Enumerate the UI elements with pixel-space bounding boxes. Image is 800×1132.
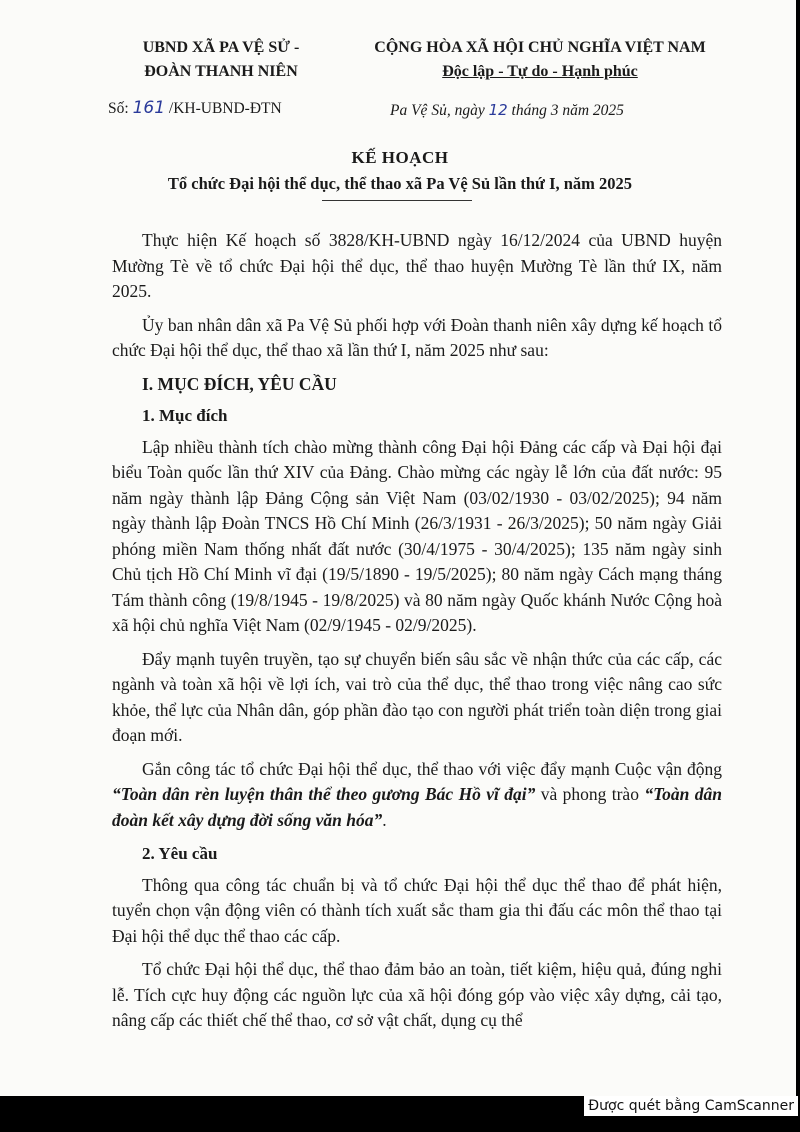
- issuing-agency: [96, 36, 346, 84]
- document-subtitle: Tổ chức Đại hội thể dục, thể thao xã Pa Vệ Sủ lần thứ I, năm 2025: [167, 174, 633, 193]
- date-day-handwritten: 12: [488, 101, 508, 119]
- national-motto: [340, 36, 740, 84]
- paragraph-6: Thông qua công tác chuẩn bị và tổ chức Đại hội thể dục thể thao để phát hiện, tuyển chọn vận động viên có thành tích xuất sắc tham gia thi đấu các môn thể thao tại Đại hội thể dục thể thao các cấp.: [112, 874, 722, 946]
- paragraph-7: Tổ chức Đại hội thể dục, thể thao đảm bảo an toàn, tiết kiệm, hiệu quả, đúng nghi lễ. Tích cực huy động các nguồn lực của xã hội đóng góp vào việc xây dựng, cải tạo, nâng cấp các thiết chế thể thao, cơ sở vật chất, dụng cụ thể: [112, 959, 722, 1030]
- paragraph-1: Thực hiện Kế hoạch số 3828/KH-UBND ngày 16/12/2024 của UBND huyện Mường Tè về tổ chức Đại hội thể dục, thể thao huyện Mường Tè lần thứ IX, năm 2025.: [112, 230, 722, 301]
- p5-text-c: và phong trào: [535, 784, 645, 804]
- date-rest: tháng 3 năm 2025: [507, 102, 624, 119]
- document-date: [390, 101, 624, 120]
- doc-number-handwritten: 161: [132, 98, 166, 118]
- agency-line-1: UBND XÃ PA VỆ SỬ -: [142, 39, 300, 56]
- camscanner-watermark: Được quét bằng CamScanner: [584, 1096, 798, 1116]
- section-heading-1: I. MỤC ĐÍCH, YÊU CẦU: [142, 373, 337, 394]
- paragraph-2: Ủy ban nhân dân xã Pa Vệ Sủ phối hợp với Đoàn thanh niên xây dựng kế hoạch tổ chức Đại hội thể dục, thể thao xã lần thứ I, năm 2025 như sau:: [112, 314, 722, 360]
- motto-line: Độc lập - Tự do - Hạnh phúc: [442, 63, 638, 80]
- date-place: Pa Vệ Sủ, ngày: [390, 102, 489, 119]
- doc-number-suffix: /KH-UBND-ĐTN: [165, 100, 282, 117]
- subsection-heading-2: 2. Yêu cầu: [142, 844, 218, 863]
- subsection-heading-1: 1. Mục đích: [142, 406, 228, 425]
- document-title: KẾ HOẠCH: [351, 148, 449, 167]
- p5-text-e: .: [382, 809, 387, 830]
- document-number: [108, 98, 282, 118]
- p5-quote-1: “Toàn dân rèn luyện thân thể theo gương Bác Hồ vĩ đại”: [112, 784, 536, 804]
- p5-quote-2: “Toàn dân đoàn kết xây dựng đời sống văn hóa”: [112, 784, 722, 830]
- paragraph-5: [112, 757, 722, 834]
- paragraph-3: Lập nhiều thành tích chào mừng thành công Đại hội Đảng các cấp và Đại hội đại biểu Toàn quốc lần thứ XIV của Đảng. Chào mừng các ngày lễ lớn của đất nước: 95 năm ngày thành lập Đảng Cộng sản Việt Nam (03/02/1930 - 03/02/2025); 94 năm ngày thành lập Đoàn TNCS Hồ Chí Minh (26/3/1931 - 26/3/2025); 50 năm ngày Giải phóng miền Nam thống nhất đất nước (30/4/1975 - 30/4/2025); 135 năm ngày sinh Chủ tịch Hồ Chí Minh vĩ đại (19/5/1890 - 19/5/2025); 80 năm ngày Cách mạng tháng Tám thành công (19/8/1945 - 19/8/2025) và 80 năm ngày Quốc khánh Nước Cộng hoà xã hội chủ nghĩa Việt Nam (02/9/1945 - 02/9/2025).: [112, 436, 722, 635]
- country-name: CỘNG HÒA XÃ HỘI CHỦ NGHĨA VIỆT NAM: [374, 39, 706, 56]
- p5-text-a: Gắn công tác tổ chức Đại hội thể dục, thể thao với việc đẩy mạnh Cuộc vận động: [142, 758, 722, 779]
- agency-line-2: ĐOÀN THANH NIÊN: [144, 63, 298, 80]
- paragraph-4: Đẩy mạnh tuyên truyền, tạo sự chuyển biến sâu sắc về nhận thức của các cấp, các ngành và toàn xã hội về lợi ích, vai trò của thể dục, thể thao trong việc nâng cao sức khỏe, thể lực của Nhân dân, góp phần đào tạo con người phát triển toàn diện trong giai đoạn mới.: [112, 648, 722, 745]
- title-divider: [322, 200, 472, 201]
- document-body: [112, 228, 722, 1042]
- doc-number-prefix: Số:: [108, 100, 133, 117]
